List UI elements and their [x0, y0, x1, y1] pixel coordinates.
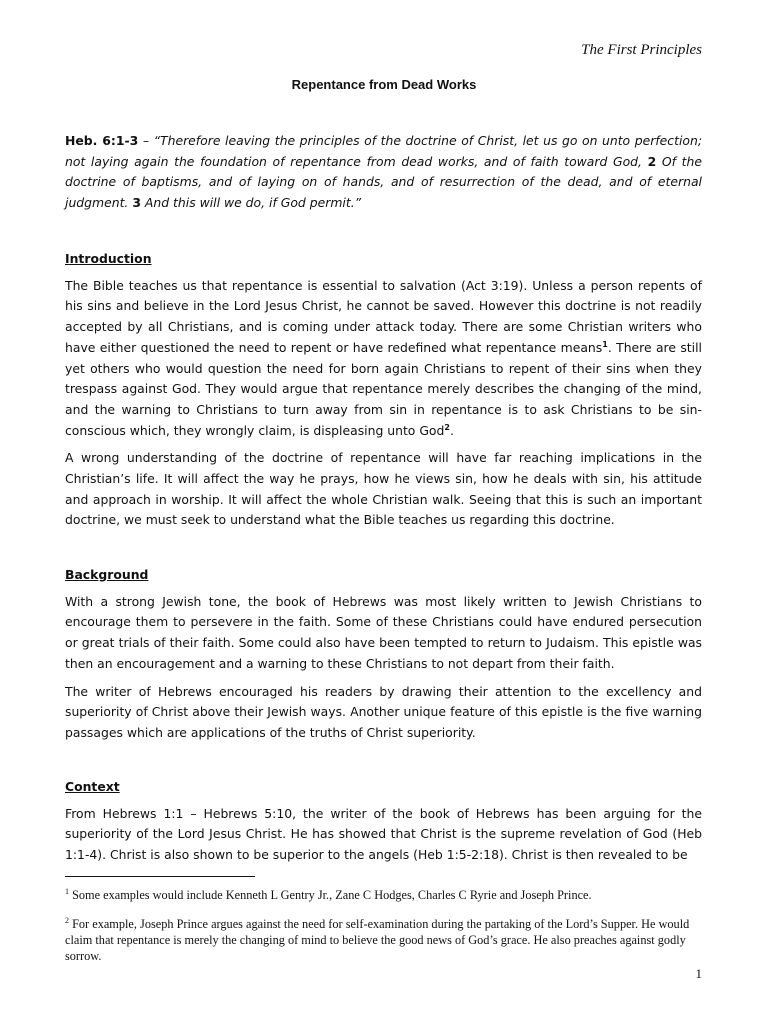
- intro-p1-text-a: The Bible teaches us that repentance is essential to salvation (Act 3:19). Unless a person repents of his sins and believe in the Lord Jesus Christ, he cannot be saved. However this doctrine is not readily accepted by all Christians, and is coming under attack today. There are some Christian writers who have either questioned the need to repent or have redefined what repentance means: [65, 277, 702, 355]
- scripture-quote-part-3: And this will we do, if God permit.”: [144, 195, 362, 211]
- introduction-paragraph-1: [65, 276, 702, 442]
- scripture-reference: Heb. 6:1-3: [65, 133, 139, 148]
- verse-number-2: 2: [647, 153, 657, 169]
- footnote-ref-2[interactable]: 2: [444, 422, 450, 432]
- background-heading: Background: [65, 567, 149, 582]
- scripture-dash: –: [138, 133, 154, 148]
- document-title: Repentance from Dead Works: [291, 77, 477, 92]
- running-header: The First Principles: [581, 42, 702, 58]
- footnote-ref-1[interactable]: 1: [602, 339, 608, 349]
- context-heading: Context: [65, 779, 120, 794]
- scripture-quote-part-2: Of the doctrine of baptisms, and of laying on of hands, and of resurrection of the dead, and of eternal judgment.: [65, 153, 702, 211]
- footnote-2-text: For example, Joseph Prince argues against the need for self-examination during the partaking of the Lord’s Supper. He would claim that repentance is merely the changing of mind to believe the good news of God’s grace. He also preaches against godly sorrow.: [65, 917, 690, 964]
- footnote-2: [65, 913, 702, 964]
- background-paragraph-2: The writer of Hebrews encouraged his readers by drawing their attention to the excellency and superiority of Christ above their Jewish ways. Another unique feature of this epistle is the five warning passages which are applications of the truths of Christ superiority.: [65, 683, 702, 740]
- footnote-1: [65, 884, 702, 903]
- intro-p1-text-c: .: [449, 422, 454, 438]
- verse-number-3: 3: [132, 195, 141, 211]
- context-paragraph-1: From Hebrews 1:1 – Hebrews 5:10, the writer of the book of Hebrews has been arguing for the superiority of the Lord Jesus Christ. He has showed that Christ is the supreme revelation of God (Heb 1:1-4). Christ is also shown to be superior to the angels (Heb 1:5-2:18). Christ is then revealed to be: [65, 805, 702, 863]
- footnote-1-mark: 1: [65, 887, 69, 896]
- scripture-passage: [65, 131, 702, 214]
- background-paragraph-1: With a strong Jewish tone, the book of Hebrews was most likely written to Jewish Christians to encourage them to persevere in the faith. Some of these Christians could have endured persecution or great trials of their faith. Some could also have been tempted to return to Judaism. This epistle was then an encouragement and a warning to these Christians to not depart from their faith.: [65, 593, 702, 671]
- footnote-2-mark: 2: [65, 916, 69, 925]
- introduction-heading: Introduction: [65, 251, 152, 266]
- context-section: [65, 777, 702, 866]
- intro-p1-text-b: . There are still yet others who would question the need for born again Christians to repent of their sins when they trespass against God. They would argue that repentance merely describes the changing of the mind, and the warning to Christians to turn away from sin in repentance is to ask Christians to be sin-conscious which, they wrongly claim, is displeasing unto God: [65, 339, 702, 438]
- page-number: 1: [695, 966, 702, 981]
- background-section: [65, 565, 702, 744]
- footnote-divider: [65, 876, 255, 877]
- scripture-quote-part-1: “Therefore leaving the principles of the doctrine of Christ, let us go on unto perfection; not laying again the foundation of repentance from dead works, and of faith toward God,: [65, 133, 702, 169]
- introduction-section: [65, 249, 702, 531]
- footnote-1-text: Some examples would include Kenneth L Gentry Jr., Zane C Hodges, Charles C Ryrie and Joseph Prince.: [69, 888, 592, 903]
- introduction-paragraph-2: A wrong understanding of the doctrine of repentance will have far reaching implications in the Christian’s life. It will affect the way he prays, how he views sin, how he deals with sin, his attitude and approach in worship. It will affect the whole Christian walk. Seeing that this is such an important doctrine, we must seek to understand what the Bible teaches us regarding this doctrine.: [65, 450, 702, 528]
